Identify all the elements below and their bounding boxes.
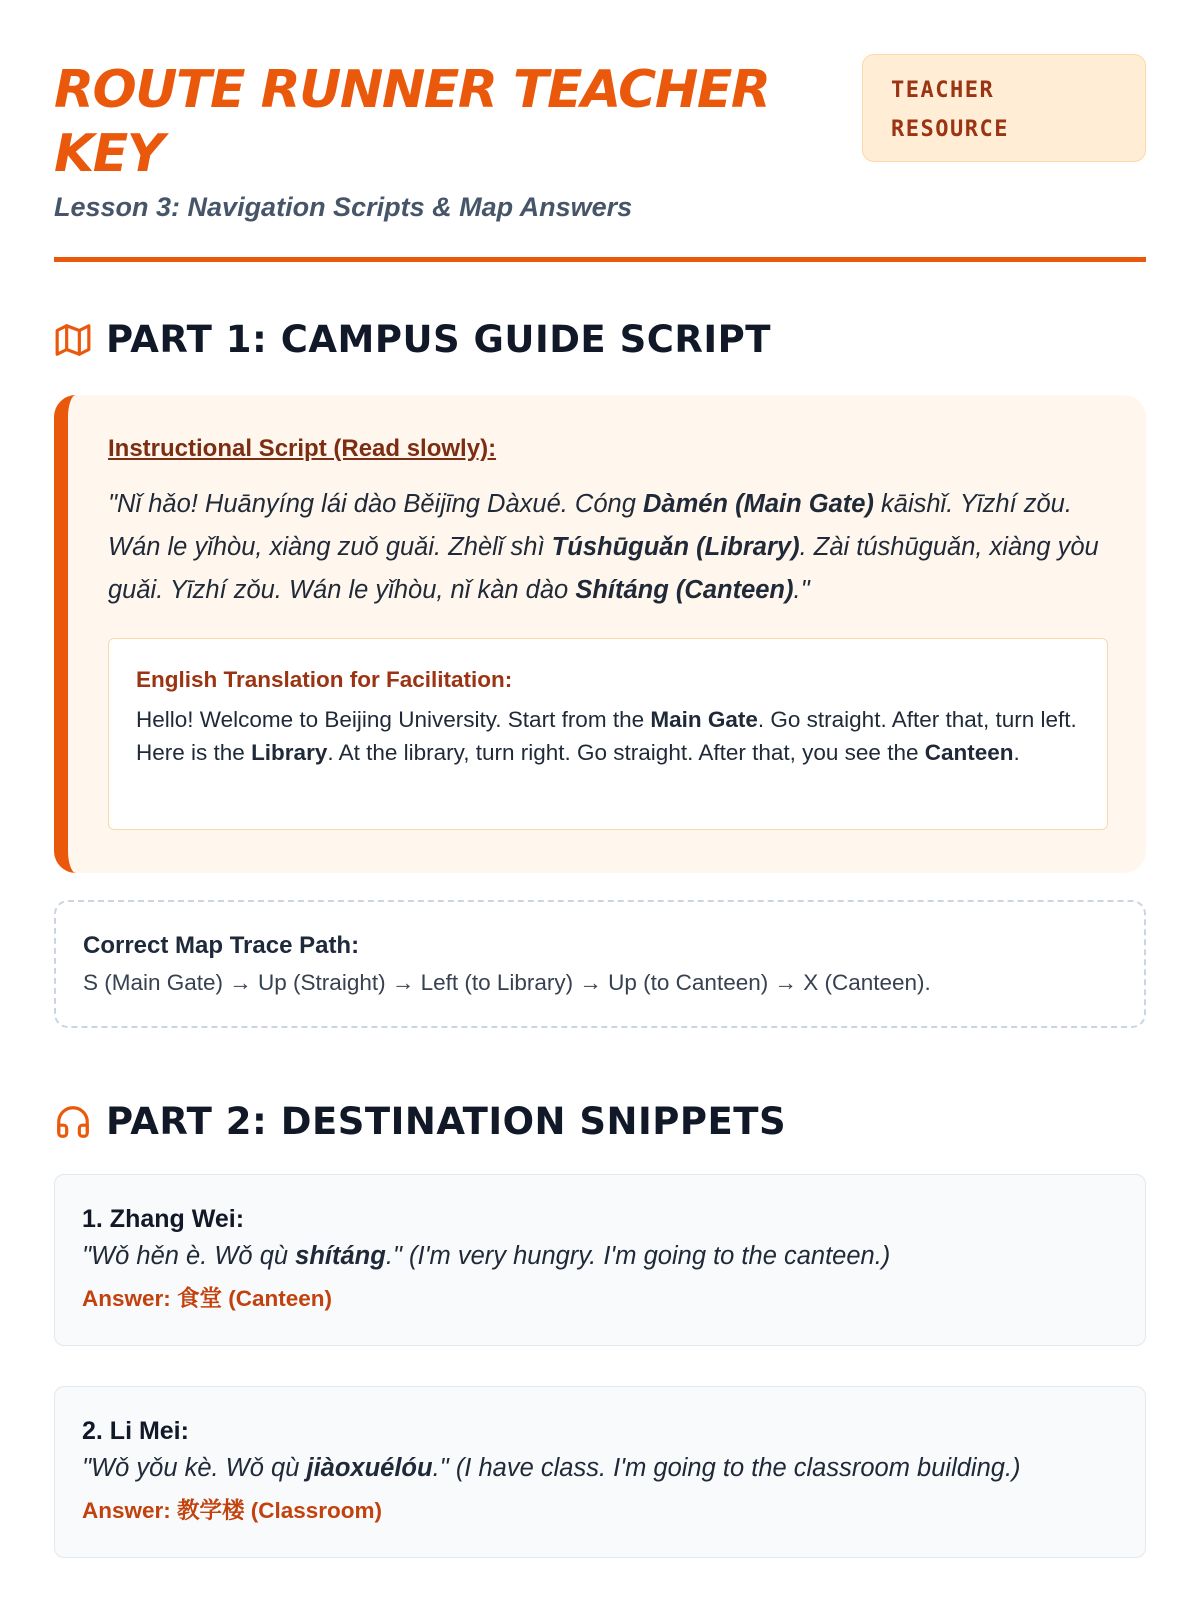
- emphasis-text: Main Gate: [650, 707, 758, 732]
- translation-box: [108, 638, 1108, 830]
- emphasis-text: shítáng: [295, 1242, 386, 1270]
- snippet-speaker: 1. Zhang Wei:: [82, 1205, 245, 1233]
- snippet-answer: Answer: 食堂 (Canteen): [82, 1286, 333, 1311]
- text-run: kāishǐ. Yīzhí zǒu. Wán le yǐhòu, xiàng zuǒ guǎi. Zhèlǐ shì: [108, 490, 1072, 561]
- part1-heading: [54, 318, 771, 361]
- snippet-speaker: 2. Li Mei:: [82, 1417, 189, 1445]
- translation-label: English Translation for Facilitation:: [136, 667, 513, 692]
- snippet-card: [54, 1386, 1146, 1558]
- trace-path-text: S (Main Gate) → Up (Straight) → Left (to Library) → Up (to Canteen) → X (Canteen).: [83, 970, 931, 995]
- part2-heading: [54, 1100, 786, 1143]
- emphasis-text: Canteen: [924, 740, 1014, 765]
- text-run: ." (I'm very hungry. I'm going to the canteen.): [385, 1242, 891, 1270]
- snippet-answer: Answer: 教学楼 (Classroom): [82, 1498, 383, 1523]
- text-run: . Zài túshūguǎn, xiàng yòu guǎi. Yīzhí zǒu. Wán le yǐhòu, nǐ kàn dào: [108, 533, 1099, 604]
- script-label: Instructional Script (Read slowly):: [108, 435, 497, 462]
- translation-text: [136, 703, 1081, 769]
- map-trace-box: [54, 900, 1146, 1028]
- text-run: . Go straight. After that, turn left. Here is the: [136, 707, 1077, 765]
- snippet-quote: [82, 1454, 1118, 1483]
- map-icon: [54, 321, 92, 359]
- part2-heading-text: PART 2: DESTINATION SNIPPETS: [106, 1100, 787, 1143]
- teacher-resource-badge: [862, 54, 1146, 162]
- emphasis-text: Shítáng (Canteen): [575, 576, 794, 604]
- badge-line-1: TEACHER: [891, 78, 995, 103]
- badge-line-2: RESOURCE: [891, 117, 1009, 142]
- emphasis-text: Túshūguǎn (Library): [551, 533, 800, 561]
- text-run: "Nǐ hǎo! Huānyíng lái dào Běijīng Dàxué. Cóng: [108, 490, 643, 518]
- page-title: ROUTE RUNNER TEACHER KEY: [54, 60, 770, 184]
- text-run: ." (I have class. I'm going to the classroom building.): [432, 1454, 1021, 1482]
- text-run: "Wǒ hěn è. Wǒ qù: [82, 1242, 296, 1270]
- snippet-quote: [82, 1242, 1118, 1271]
- trace-label: Correct Map Trace Path:: [83, 932, 360, 959]
- snippet-card: [54, 1174, 1146, 1346]
- headphones-icon: [54, 1103, 92, 1141]
- text-run: . At the library, turn right. Go straight. After that, you see the: [327, 740, 925, 765]
- text-run: "Wǒ yǒu kè. Wǒ qù: [82, 1454, 307, 1482]
- emphasis-text: Library: [251, 740, 328, 765]
- script-text: [108, 483, 1108, 612]
- page-subtitle: Lesson 3: Navigation Scripts & Map Answers: [54, 192, 633, 222]
- emphasis-text: jiàoxuélóu: [306, 1454, 433, 1482]
- text-run: .": [793, 576, 810, 604]
- emphasis-text: Dàmén (Main Gate): [642, 490, 874, 518]
- page-header: [54, 0, 1146, 262]
- text-run: Hello! Welcome to Beijing University. Start from the: [136, 707, 651, 732]
- text-run: .: [1013, 740, 1020, 765]
- instructional-script-card: [54, 395, 1146, 873]
- part1-heading-text: PART 1: CAMPUS GUIDE SCRIPT: [106, 318, 771, 361]
